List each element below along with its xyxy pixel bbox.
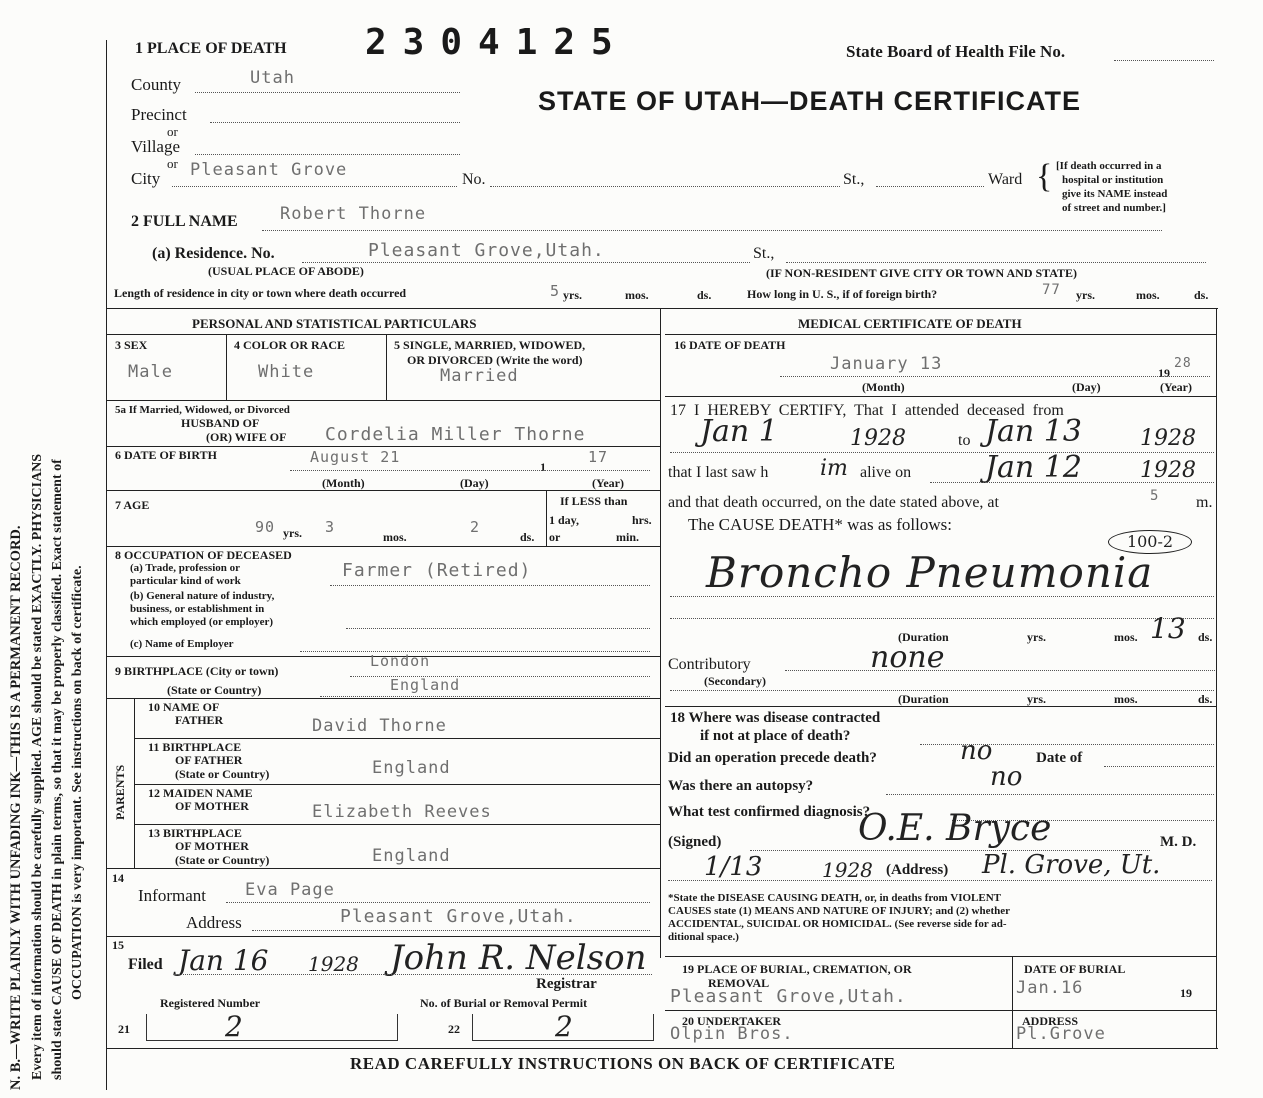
last-saw-year: 1928 (1140, 458, 1196, 483)
dod-line (780, 376, 1210, 377)
parents-label: PARENTS (113, 764, 127, 820)
father-birth-value: England (372, 758, 451, 778)
burial-mid-rule (665, 1010, 1216, 1011)
spouse-label-2: HUSBAND OF (181, 416, 260, 430)
ward-note-2: hospital or institution (1062, 174, 1164, 186)
us-ds: ds. (1194, 288, 1209, 302)
note-line-2: CAUSES state (1) MEANS AND NATURE OF INJURY; and (2) whether (668, 905, 1011, 917)
dod-month: (Month) (862, 380, 905, 394)
cause-line-2 (670, 618, 1214, 619)
father-label-1: 10 NAME OF (148, 700, 220, 714)
duration-ds: ds. (1198, 630, 1213, 644)
autopsy-value: no (990, 762, 1023, 792)
burial-year-prefix: 19 (1180, 986, 1192, 1000)
secondary-label: (Secondary) (704, 674, 766, 688)
contributory-line-2 (670, 690, 1214, 691)
dod-year-prefix: 19 (1158, 366, 1170, 380)
informant-line (226, 902, 650, 903)
age-ds: ds. (520, 530, 535, 544)
birthplace-country: England (390, 676, 461, 694)
burial-number-value: 2 (555, 1010, 573, 1043)
spouse-label-1: 5a If Married, Widowed, or Divorced (115, 404, 290, 416)
occupation-b-2: business, or establishment in (130, 603, 265, 615)
father-value: David Thorne (312, 716, 447, 736)
filed-line (174, 974, 652, 975)
num-21: 21 (118, 1022, 130, 1036)
note-line-4: ditional space.) (668, 931, 739, 943)
street-line (490, 186, 840, 187)
dob-day: (Day) (460, 476, 489, 490)
st-line (876, 186, 984, 187)
occupation-a-1: (a) Trade, profession or (130, 562, 240, 574)
file-no-line (1114, 60, 1214, 61)
row-rule-6 (106, 698, 660, 699)
city-label: City (131, 169, 161, 188)
divider-center (660, 308, 661, 958)
less-hrs: hrs. (632, 513, 652, 527)
row-rule-11 (106, 936, 660, 937)
medical-rule-2 (665, 706, 1216, 707)
duration-label: (Duration (898, 630, 949, 644)
burial-date-label: DATE OF BURIAL (1024, 962, 1126, 976)
to-label: to (958, 432, 971, 449)
duration2-label: (Duration (898, 692, 949, 706)
burial-place-value: Pleasant Grove,Utah. (670, 986, 907, 1007)
residence-st-line (786, 262, 1206, 263)
registered-number-label: Registered Number (160, 996, 261, 1010)
birthplace-city: London (370, 652, 431, 670)
signed-year: 1928 (822, 858, 873, 882)
age-label: 7 AGE (115, 498, 150, 512)
dob-year-label: (Year) (592, 476, 624, 490)
occupation-label: 8 OCCUPATION OF DECEASED (115, 548, 292, 562)
birthplace-state-label: (State or Country) (167, 683, 262, 697)
ward-note-1: [If death occurred in a (1056, 160, 1162, 172)
length-value: 5 (550, 282, 561, 300)
informant-address-label: Address (186, 913, 242, 932)
residence-line (302, 262, 750, 263)
test-label: What test confirmed diagnosis? (668, 804, 871, 820)
registered-number-value: 2 (225, 1010, 243, 1043)
age-divider (546, 490, 547, 546)
undertaker-value: Olpin Bros. (670, 1024, 794, 1044)
abode-label: (USUAL PLACE OF ABODE) (208, 264, 364, 278)
registrar-signature: John R. Nelson (390, 938, 647, 978)
age-mos: mos. (383, 530, 407, 544)
sidebar-line-4: OCCUPATION is very important. See instructions on back of certificate. (70, 565, 85, 1000)
ward-label: Ward (988, 171, 1023, 188)
burial-top-rule (665, 956, 1216, 957)
signed-label: (Signed) (668, 834, 722, 850)
filed-label: Filed (128, 956, 163, 973)
marital-value: Married (440, 366, 519, 386)
father-birth-label-3: (State or Country) (175, 767, 270, 781)
undertaker-address-label: ADDRESS (1022, 1014, 1079, 1028)
signed-date: 1/13 (704, 852, 763, 882)
autopsy-line (886, 794, 1214, 795)
or-2: or (167, 156, 178, 171)
undertaker-address-value: Pl.Grove (1016, 1024, 1106, 1044)
birthplace-label: 9 BIRTHPLACE (City or town) (115, 664, 279, 678)
sidebar-line-2: Every item of information should be carefully supplied. AGE should be stated EXACTLY. PHYSICIANS (30, 453, 45, 1080)
burial-place-label-1: 19 PLACE OF BURIAL, CREMATION, OR (682, 962, 912, 976)
residence-label: (a) Residence. No. (152, 245, 275, 262)
burial-number-label: No. of Burial or Removal Permit (420, 996, 588, 1010)
age-days: 2 (470, 518, 481, 536)
mother-label-2: OF MOTHER (175, 799, 249, 813)
precinct-label: Precinct (131, 105, 187, 124)
informant-address-value: Pleasant Grove,Utah. (340, 906, 577, 927)
informant-label: Informant (138, 886, 206, 905)
signed-address-value: Pl. Grove, Ut. (982, 850, 1161, 880)
dod-value: January 13 (830, 354, 943, 374)
filed-date: Jan 16 (178, 944, 269, 977)
duration2-mos: mos. (1114, 692, 1138, 706)
contributory-label: Contributory (668, 656, 751, 673)
duration2-ds: ds. (1198, 692, 1213, 706)
father-label-2: FATHER (175, 713, 224, 727)
occupation-b-1: (b) General nature of industry, (130, 590, 275, 602)
color-value: White (258, 362, 315, 382)
medical-heading-rule (665, 334, 1216, 335)
undertaker-label: 20 UNDERTAKER (682, 1014, 782, 1028)
full-name-label: 2 FULL NAME (131, 213, 238, 230)
occupation-line (330, 585, 650, 586)
burial-date-value: Jan.16 (1016, 978, 1084, 998)
mother-birth-value: England (372, 846, 451, 866)
medical-rule-1 (665, 396, 1216, 397)
city-line (172, 186, 457, 187)
row-rule-4 (106, 546, 660, 547)
birthplace-country-line (320, 696, 650, 697)
dod-year-label: (Year) (1160, 380, 1192, 394)
length-label: Length of residence in city or town where death occurred (114, 286, 407, 300)
occupation-value: Farmer (Retired) (342, 560, 532, 581)
parents-divider (134, 698, 135, 868)
village-label: Village (131, 137, 181, 156)
cause-line (670, 596, 1214, 597)
attended-to-date: Jan 13 (985, 414, 1082, 449)
certificate-number: 2304125 (365, 22, 629, 63)
less-min: min. (616, 530, 640, 544)
mother-birth-label-2: OF MOTHER (175, 839, 249, 853)
burial-place-label-2: REMOVAL (708, 976, 770, 990)
personal-heading-rule (106, 334, 660, 335)
row-rule-7 (134, 738, 660, 739)
signed-date-line (668, 880, 1212, 881)
dod-day: (Day) (1072, 380, 1101, 394)
operation-label: Did an operation precede death? (668, 750, 877, 766)
informant-value: Eva Page (245, 880, 335, 900)
filed-num: 15 (112, 938, 124, 952)
note-line-3: ACCIDENTAL, SUICIDAL OR HOMICIDAL. (See reverse side for ad- (668, 918, 1007, 930)
marital-label-2: OR DIVORCED (Write the word) (407, 353, 583, 367)
us-label: How long in U. S., if of foreign birth? (747, 287, 938, 301)
marital-label-1: 5 SINGLE, MARRIED, WIDOWED, (394, 338, 586, 352)
city-value: Pleasant Grove (190, 160, 348, 180)
sidebar-line-1: N. B.—WRITE PLAINLY WITH UNFADING INK—THIS IS A PERMANENT RECORD. (8, 525, 24, 1090)
last-saw-line (930, 482, 1214, 483)
attended-line (670, 452, 1214, 453)
last-saw-him: im (820, 456, 848, 481)
contributory-value: none (870, 640, 945, 675)
row-rule-1 (106, 400, 660, 401)
divider-bottom (106, 1048, 1218, 1049)
dob-value: August 21 (310, 448, 401, 466)
dob-month: (Month) (322, 476, 365, 490)
duration2-yrs: yrs. (1027, 692, 1046, 706)
right-border (1216, 308, 1217, 1048)
alive-on-label: alive on (860, 464, 912, 481)
where-label-1: 18 Where was disease contracted (670, 710, 881, 726)
row-rule-3 (106, 490, 660, 491)
date-of-line (1104, 766, 1214, 767)
footer-instructions: READ CAREFULLY INSTRUCTIONS ON BACK OF CERTIFICATE (350, 1054, 896, 1073)
age-yrs: yrs. (283, 526, 302, 540)
registrar-label: Registrar (536, 976, 597, 992)
personal-heading: PERSONAL AND STATISTICAL PARTICULARS (192, 316, 477, 331)
left-border (106, 40, 107, 1090)
row-rule-9 (134, 824, 660, 825)
employer-line (300, 651, 650, 652)
attended-from-date: Jan 1 (700, 414, 778, 449)
industry-line (346, 628, 650, 629)
mother-label-1: 12 MAIDEN NAME (148, 786, 253, 800)
md-label: M. D. (1160, 834, 1197, 850)
contributory-line (785, 670, 1215, 671)
informant-address-line (252, 930, 650, 931)
attended-from-year: 1928 (850, 426, 906, 451)
document-title: STATE OF UTAH—DEATH CERTIFICATE (538, 86, 1081, 116)
county-label: County (131, 75, 182, 94)
dod-year: 28 (1174, 356, 1192, 371)
dob-one: 1 (540, 460, 546, 474)
num-22: 22 (448, 1022, 460, 1036)
occupation-a-2: particular kind of work (130, 575, 241, 587)
registered-number-box (146, 1014, 398, 1041)
row-rule-10 (106, 868, 660, 869)
sex-value: Male (128, 362, 173, 382)
no-label: No. (462, 171, 486, 188)
sex-divider (226, 334, 227, 400)
mother-birth-label-3: (State or Country) (175, 853, 270, 867)
signed-address-label: (Address) (886, 862, 949, 878)
ward-note-3: give its NAME instead (1062, 188, 1168, 200)
divider-top (106, 308, 1218, 309)
medical-heading: MEDICAL CERTIFICATE OF DEATH (798, 316, 1022, 331)
spouse-value: Cordelia Miller Thorne (325, 424, 586, 445)
village-line (195, 154, 460, 155)
us-value: 77 (1042, 282, 1061, 298)
ward-note-4: of street and number.] (1062, 202, 1166, 214)
county-value: Utah (250, 68, 295, 88)
color-divider (386, 334, 387, 400)
sex-label: 3 SEX (115, 338, 148, 352)
signed-value: O.E. Bryce (858, 808, 1052, 849)
informant-num: 14 (112, 871, 124, 885)
full-name-line (262, 230, 1162, 231)
precinct-line (210, 122, 460, 123)
row-rule-2 (106, 446, 660, 447)
occupation-b-3: which employed (or employer) (130, 616, 274, 628)
occupation-c: (c) Name of Employer (130, 638, 234, 650)
residence-value: Pleasant Grove,Utah. (368, 240, 605, 261)
note-line-1: *State the DISEASE CAUSING DEATH, or, in deaths from VIOLENT (668, 892, 1002, 904)
file-no-label: State Board of Health File No. (846, 42, 1066, 61)
father-birth-label-1: 11 BIRTHPLACE (148, 740, 242, 754)
autopsy-label: Was there an autopsy? (668, 778, 814, 794)
full-name-value: Robert Thorne (280, 204, 427, 224)
mother-value: Elizabeth Reeves (312, 802, 492, 822)
st-label: St., (843, 171, 865, 188)
us-yrs: yrs. (1076, 288, 1095, 302)
duration-value: 13 (1150, 612, 1186, 645)
cause-value: Broncho Pneumonia (706, 548, 1154, 597)
operation-value: no (960, 736, 993, 766)
mother-birth-label-1: 13 BIRTHPLACE (148, 826, 242, 840)
certify-label: 17 I HEREBY CERTIFY, That I attended deceased from (670, 402, 1064, 419)
less-than-label: If LESS than (560, 494, 628, 508)
length-mos: mos. (625, 288, 649, 302)
less-day-label: 1 day, (549, 513, 580, 527)
occurred-label: and that death occurred, on the date stated above, at (668, 494, 999, 511)
duration-yrs: yrs. (1027, 630, 1046, 644)
us-mos: mos. (1136, 288, 1160, 302)
nonresident-label: (IF NON-RESIDENT GIVE CITY OR TOWN AND STATE) (766, 266, 1078, 280)
length-ds: ds. (697, 288, 712, 302)
last-saw-date: Jan 12 (985, 450, 1082, 485)
occurred-time: 5 (1150, 488, 1160, 504)
occurred-m: m. (1196, 494, 1213, 511)
dod-label: 16 DATE OF DEATH (674, 338, 786, 352)
spouse-label-3: (OR) WIFE OF (206, 430, 287, 444)
age-years: 90 (255, 518, 276, 536)
duration-mos: mos. (1114, 630, 1138, 644)
age-months: 3 (325, 518, 336, 536)
row-rule-8 (134, 784, 660, 785)
dob-line (290, 470, 650, 471)
date-of-label: Date of (1036, 750, 1083, 766)
ward-brace: { (1036, 158, 1053, 195)
or-1: or (167, 124, 178, 139)
last-saw-label: that I last saw h (668, 464, 769, 481)
father-birth-label-2: OF FATHER (175, 753, 243, 767)
length-yrs: yrs. (563, 288, 582, 302)
attended-to-year: 1928 (1140, 426, 1196, 451)
filed-year: 1928 (308, 952, 359, 976)
county-line (195, 92, 460, 93)
color-label: 4 COLOR OR RACE (234, 338, 346, 352)
where-label-2: if not at place of death? (700, 728, 851, 744)
place-of-death-label: 1 PLACE OF DEATH (135, 40, 287, 57)
sidebar-line-3: should state CAUSE OF DEATH in plain terms, so that it may be properly classified. Exact statement of (50, 459, 65, 1080)
dob-label: 6 DATE OF BIRTH (115, 448, 217, 462)
cause-label: The CAUSE DEATH* was as follows: (688, 515, 952, 534)
burial-divider (1012, 956, 1013, 1048)
residence-st-label: St., (753, 245, 775, 262)
cause-code: 100-2 (1108, 530, 1192, 554)
dob-year: 17 (588, 448, 609, 466)
less-or: or (549, 530, 561, 544)
